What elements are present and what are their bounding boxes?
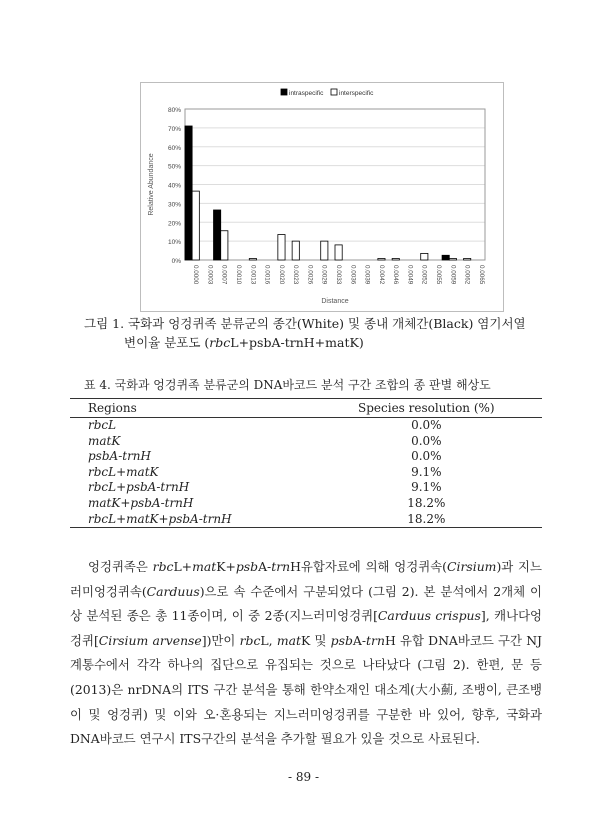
body-italic-term: rbc — [152, 559, 174, 574]
x-tick-label: 0.0020 — [277, 265, 285, 285]
table-cell-region: psbA-trnH — [88, 449, 151, 464]
y-tick-label: 30% — [167, 201, 181, 209]
body-text-segment: L+ — [173, 559, 193, 574]
body-text-segment: H유합자료에 의해 엉겅퀴속( — [290, 559, 448, 574]
x-tick-label: 0.0039 — [363, 265, 371, 285]
bar-intraspecific — [185, 126, 192, 260]
body-text-segment: )으로 속 수준에서 구분되었다 (그림 2). 본 분석에서 2개체 이상 분석된 종은 총 11종이며, 이 중 2종(지느러미엉겅퀴[ — [70, 583, 542, 624]
legend-swatch-intraspecific — [281, 89, 287, 95]
table-cell-resolution: 0.0% — [411, 433, 442, 448]
x-tick-label: 0.0003 — [206, 265, 214, 285]
bar-intraspecific — [214, 210, 221, 260]
x-tick-label: 0.0049 — [406, 265, 414, 285]
caption-text-post: ) — [358, 335, 364, 350]
table-row — [70, 465, 542, 481]
bar-interspecific — [378, 258, 385, 260]
bar-interspecific — [449, 258, 456, 260]
y-tick-label: 20% — [167, 220, 181, 228]
bar-interspecific — [278, 235, 285, 260]
bar-intraspecific — [442, 255, 449, 260]
y-tick-label: 0% — [171, 258, 181, 265]
y-tick-label: 70% — [167, 125, 181, 133]
table-row — [70, 449, 542, 465]
table-cell-region: matK — [88, 433, 121, 448]
table-cell-resolution: 0.0% — [411, 449, 442, 464]
body-text-segment: K 및 — [300, 632, 331, 648]
x-tick-label: 0.0016 — [263, 265, 271, 285]
table-cell-resolution: 18.2% — [311, 512, 542, 528]
figure-chart — [140, 82, 504, 312]
body-text-segment: A- — [258, 559, 272, 574]
x-tick-label: 0.0007 — [220, 265, 228, 285]
x-tick-label: 0.0000 — [192, 265, 200, 285]
figure-caption-line1: 그림 1. 국화과 엉겅퀴족 분류군의 종간(White) 및 종내 개체간(Black) 염기서열 — [84, 316, 526, 331]
bar-interspecific — [421, 253, 428, 260]
bar-interspecific — [292, 241, 299, 260]
body-italic-term: rbc — [239, 632, 261, 648]
resolution-table — [70, 398, 542, 528]
page-number: - 89 - — [287, 770, 319, 784]
table-cell-region: rbcL+matK — [88, 464, 159, 479]
body-italic-term: Carduus crispus — [377, 608, 481, 624]
x-tick-label: 0.0033 — [335, 265, 342, 285]
table-title: 표 4. 국화과 엉겅퀴족 분류군의 DNA바코드 분석 구간 조합의 종 판별 해상도 — [84, 378, 491, 392]
table-cell-region: rbcL — [88, 418, 117, 432]
body-italic-term: mat — [192, 559, 217, 574]
body-text-segment: ], 캐나다엉겅퀴[ — [70, 608, 543, 648]
legend-label-intraspecific: intraspecific — [289, 90, 324, 97]
bar-interspecific — [464, 258, 471, 260]
y-tick-label: 60% — [167, 144, 181, 152]
bar-interspecific — [335, 245, 342, 260]
caption-text-mid: L+psbA-trnH+matK — [230, 335, 359, 350]
table-cell-region: rbcL+matK+psbA-trnH — [70, 512, 311, 528]
body-italic-term: psb — [330, 632, 353, 648]
caption-text-italic: rbc — [209, 335, 231, 350]
table-cell-region: rbcL+psbA-trnH — [88, 480, 190, 495]
body-italic-term: mat — [276, 632, 301, 648]
table-cell-region: matK+psbA-trnH — [88, 495, 194, 510]
x-tick-label: 0.0042 — [377, 265, 385, 285]
body-text-segment: )과 지느러미엉겅퀴속( — [70, 559, 542, 599]
x-tick-label: 0.0026 — [306, 265, 314, 285]
table-header-regions: Regions — [70, 399, 311, 418]
table-cell-resolution: 18.2% — [407, 495, 446, 510]
body-text-segment: H 유합 DNA바코드 구간 NJ 계통수에서 각각 하나의 집단으로 유집되는 것으로 나타났다 (그림 2). 한편, 문 등(2013)은 nrDNA의 ITS 구간 분석을 통해 한약소재인 대소계(大小薊, 조뱅이, 큰조뱅이 및 엉겅퀴) 및 이와 오·혼용되는 지느러미엉겅퀴를 구분한 바 있어, 향후, 국화과 DNA바코드 연구시 ITS구간의 분석을 추가할 필요가 있을 것으로 사료된다. — [70, 632, 543, 747]
table-row — [70, 512, 542, 528]
x-tick-label: 0.0013 — [249, 265, 257, 285]
table-cell-resolution: 9.1% — [411, 480, 442, 495]
body-italic-term: Cirsium — [447, 559, 497, 574]
x-axis-title: Distance — [321, 298, 349, 305]
x-tick-label: 0.0029 — [320, 265, 328, 285]
x-tick-label: 0.0065 — [477, 265, 485, 285]
y-tick-label: 50% — [167, 163, 181, 171]
figure-caption — [84, 314, 554, 352]
y-tick-label: 40% — [167, 182, 181, 190]
table-row — [70, 496, 542, 512]
bar-interspecific — [392, 258, 399, 260]
body-text-segment: L, — [260, 632, 277, 648]
table-header-resolution: Species resolution (%) — [311, 399, 542, 418]
body-text-segment: ])만이 — [201, 632, 240, 648]
body-italic-term: Cirsium arvense — [98, 632, 202, 648]
table-cell-resolution: 9.1% — [411, 464, 442, 479]
body-paragraph — [70, 555, 542, 752]
legend-label-interspecific: interspecific — [339, 90, 374, 97]
y-axis-title: Relative Abundance — [148, 153, 155, 216]
bar-interspecific — [249, 258, 256, 260]
x-tick-label: 0.0052 — [420, 265, 428, 285]
table-row — [70, 418, 542, 434]
x-tick-label: 0.0055 — [435, 265, 442, 285]
legend-swatch-interspecific — [331, 89, 337, 95]
y-tick-label: 80% — [167, 107, 181, 114]
body-text-segment: K+ — [216, 559, 236, 574]
table-row — [70, 434, 542, 450]
x-tick-label: 0.0023 — [292, 265, 300, 285]
x-tick-label: 0.0010 — [235, 265, 242, 285]
distance-bar-chart — [141, 83, 503, 311]
figure-caption-line2 — [84, 333, 554, 352]
body-italic-term: psb — [235, 559, 259, 574]
table-cell-resolution: 0.0% — [411, 418, 442, 432]
bar-interspecific — [192, 191, 199, 260]
body-text-segment: A- — [352, 632, 367, 648]
body-italic-term: trn — [366, 632, 385, 648]
body-text-segment: 엉겅퀴족은 — [88, 559, 153, 574]
bar-interspecific — [221, 231, 228, 260]
x-tick-label: 0.0059 — [449, 265, 457, 285]
y-tick-label: 10% — [167, 239, 181, 247]
body-italic-term: Carduus — [146, 583, 200, 599]
bar-interspecific — [321, 241, 328, 260]
caption-text-pre: 변이율 분포도 ( — [124, 335, 210, 350]
table-row — [70, 480, 542, 496]
x-tick-label: 0.0036 — [349, 265, 357, 285]
x-tick-label: 0.0046 — [392, 265, 400, 285]
x-tick-label: 0.0062 — [463, 265, 471, 285]
body-italic-term: trn — [271, 559, 291, 574]
